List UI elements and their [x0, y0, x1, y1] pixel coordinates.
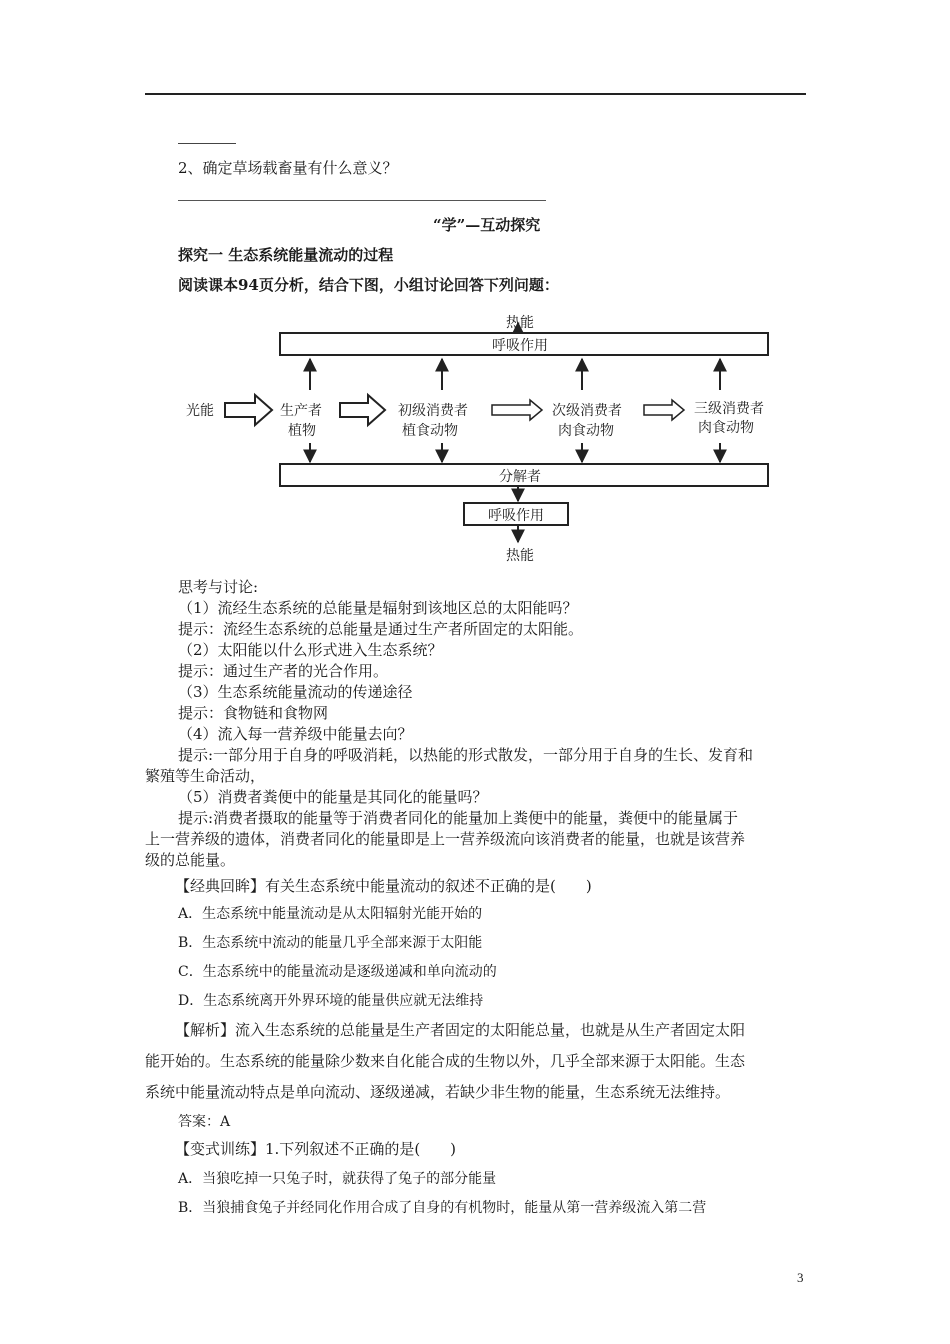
classic-option-d: D．生态系统离开外界环境的能量供应就无法维持: [178, 993, 484, 1009]
answer-blank-line: [178, 200, 546, 201]
energy-flow-diagram: [180, 305, 820, 575]
discussion-a4-line1: 提示:一部分用于自身的呼吸消耗，以热能的形式散发，一部分用于自身的生长、发育和: [178, 746, 754, 764]
tertiary-consumer-label: 三级消费者: [694, 401, 764, 417]
primary-consumer-label: 初级消费者: [398, 403, 468, 419]
secondary-consumer-sub-label: 肉食动物: [558, 423, 614, 439]
classic-option-b: B．生态系统中流动的能量几乎全部来源于太阳能: [178, 935, 483, 951]
discussion-a2: 提示：通过生产者的光合作用。: [178, 662, 389, 680]
respiration-top-label: 呼吸作用: [492, 338, 548, 354]
tertiary-consumer-sub-label: 肉食动物: [698, 420, 754, 436]
variant-option-a: A．当狼吃掉一只兔子时，就获得了兔子的部分能量: [178, 1171, 497, 1187]
discussion-a5-line3: 级的总能量。: [145, 851, 236, 869]
section-title: “学”—互动探究: [433, 216, 541, 234]
heat-top-label: 热能: [506, 315, 534, 331]
decomposer-label: 分解者: [499, 469, 541, 485]
classic-option-c: C．生态系统中的能量流动是逐级递减和单向流动的: [178, 964, 497, 980]
flow-arrow-primary: [492, 400, 542, 420]
primary-consumer-sub-label: 植食动物: [402, 423, 458, 439]
question-2: 2、确定草场载畜量有什么意义？: [178, 159, 398, 177]
classic-analysis-line1: 【解析】流入生态系统的总能量是生产者固定的太阳能总量，也就是从生产者固定太阳: [175, 1021, 746, 1039]
explore-title: 探究一 生态系统能量流动的过程: [178, 246, 394, 264]
heat-bottom-label: 热能: [506, 548, 534, 564]
header-rule: [145, 93, 806, 95]
reading-prompt: 阅读课本94页分析，结合下图，小组讨论回答下列问题：: [178, 276, 559, 294]
flow-arrow-light: [225, 395, 272, 425]
discussion-a1: 提示：流经生态系统的总能量是通过生产者所固定的太阳能。: [178, 620, 584, 638]
classic-answer: 答案：A: [178, 1114, 231, 1130]
discussion-heading: 思考与讨论:: [178, 578, 259, 596]
flow-arrow-secondary: [644, 400, 684, 420]
producer-sub-label: 植物: [288, 423, 316, 439]
discussion-a5-line1: 提示:消费者摄取的能量等于消费者同化的能量加上粪便中的能量，粪便中的能量属于: [178, 809, 739, 827]
page-number: 3: [797, 1270, 804, 1285]
discussion-a4-line2: 繁殖等生命活动，: [145, 767, 266, 785]
discussion-q1: （1）流经生态系统的总能量是辐射到该地区总的太阳能吗？: [178, 599, 578, 617]
variant-option-b: B．当狼捕食兔子并经同化作用合成了自身的有机物时，能量从第一营养级流入第二营: [178, 1200, 707, 1216]
respiration-bottom-label: 呼吸作用: [488, 508, 544, 524]
classic-option-a: A．生态系统中能量流动是从太阳辐射光能开始的: [178, 906, 483, 922]
discussion-a5-line2: 上一营养级的遗体，消费者同化的能量即是上一营养级流向该消费者的能量，也就是该营养: [145, 830, 746, 848]
classic-analysis-line2: 能开始的。生态系统的能量除少数来自化能合成的生物以外，几乎全部来源于太阳能。生态: [145, 1052, 746, 1070]
flow-arrow-producer: [340, 395, 385, 425]
secondary-consumer-label: 次级消费者: [552, 403, 622, 419]
classic-stem: 【经典回眸】有关生态系统中能量流动的叙述不正确的是( ): [175, 877, 592, 895]
light-label: 光能: [186, 403, 214, 419]
discussion-a3: 提示：食物链和食物网: [178, 704, 329, 722]
classic-analysis-line3: 系统中能量流动特点是单向流动、逐级递减，若缺少非生物的能量，生态系统无法维持。: [145, 1083, 731, 1101]
discussion-q2: （2）太阳能以什么形式进入生态系统？: [178, 641, 443, 659]
discussion-q4: （4）流入每一营养级中能量去向？: [178, 725, 413, 743]
variant-stem: 【变式训练】1.下列叙述不正确的是( ): [175, 1140, 457, 1158]
answer-blank-line: [178, 143, 236, 144]
producer-label: 生产者: [280, 403, 322, 419]
discussion-q5: （5）消费者粪便中的能量是其同化的能量吗？: [178, 788, 488, 806]
discussion-q3: （3）生态系统能量流动的传递途径: [178, 683, 413, 701]
